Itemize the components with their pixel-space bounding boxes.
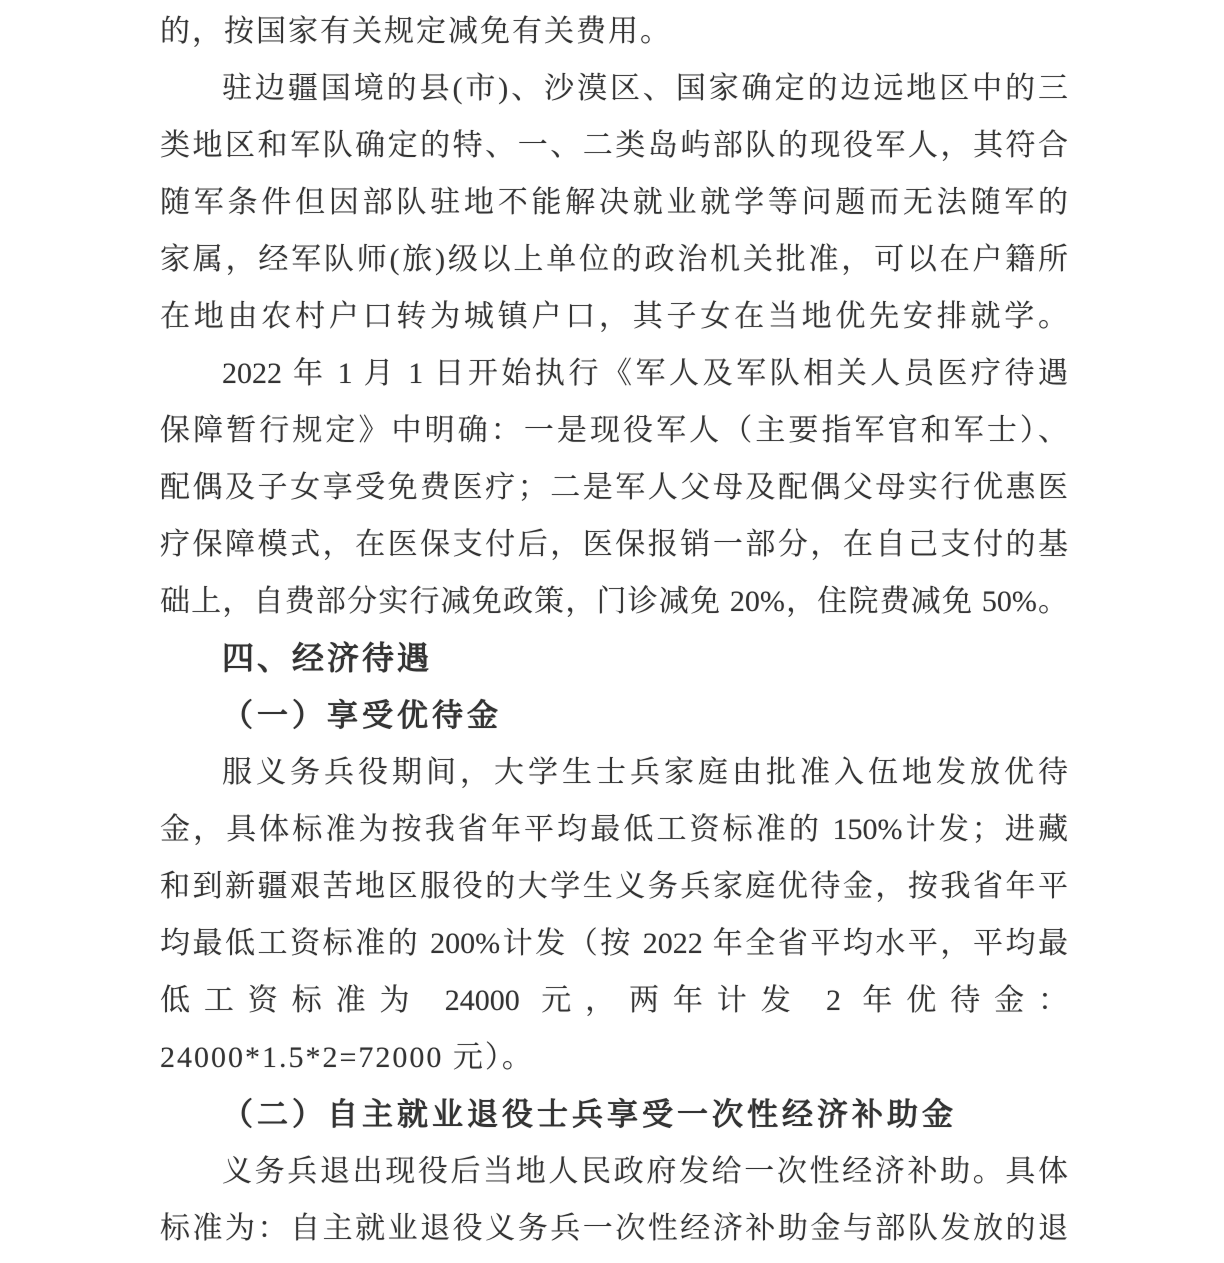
text-line: 义务兵退出现役后当地人民政府发给一次性经济补助。具体 — [222, 1155, 1068, 1188]
text-line: 配偶及子女享受免费医疗；二是军人父母及配偶父母实行优惠医 — [160, 471, 1068, 504]
section-heading-economic-benefits: 四、经济待遇 — [222, 640, 433, 676]
text-line: 类地区和军队确定的特、一、二类岛屿部队的现役军人，其符合 — [160, 129, 1068, 162]
text-line: 保障暂行规定》中明确：一是现役军人（主要指军官和军士）、 — [160, 414, 1068, 447]
text-line: 在地由农村户口转为城镇户口，其子女在当地优先安排就学。 — [160, 300, 1068, 333]
text-line: 2022 年 1 月 1 日开始执行《军人及军队相关人员医疗待遇 — [222, 357, 1068, 390]
text-line: 疗保障模式，在医保支付后，医保报销一部分，在自己支付的基 — [160, 528, 1068, 561]
text-line: 驻边疆国境的县(市)、沙漠区、国家确定的边远地区中的三 — [222, 72, 1068, 105]
text-line: 低工资标准为 24000 元，两年计发 2 年优待金： — [160, 984, 1068, 1017]
text-line: 家属，经军队师(旅)级以上单位的政治机关批准，可以在户籍所 — [160, 243, 1068, 276]
text-line: 和到新疆艰苦地区服役的大学生义务兵家庭优待金，按我省年平 — [160, 870, 1068, 903]
text-line: 随军条件但因部队驻地不能解决就业就学等问题而无法随军的 — [160, 186, 1068, 219]
subsection-heading-preferential-payment: （一）享受优待金 — [222, 698, 502, 733]
text-line: 础上，自费部分实行减免政策，门诊减免 20%，住院费减免 50%。 — [160, 585, 1068, 618]
subsection-heading-onetime-subsidy: （二）自主就业退役士兵享受一次性经济补助金 — [222, 1097, 957, 1132]
text-line-formula: 24000*1.5*2=72000 元）。 — [160, 1041, 534, 1074]
text-line: 的，按国家有关规定减免有关费用。 — [160, 15, 672, 48]
text-line: 标准为：自主就业退役义务兵一次性经济补助金与部队发放的退 — [160, 1212, 1068, 1245]
text-line: 金，具体标准为按我省年平均最低工资标准的 150%计发；进藏 — [160, 813, 1068, 846]
text-line: 均最低工资标准的 200%计发（按 2022 年全省平均水平，平均最 — [160, 927, 1068, 960]
text-line: 服义务兵役期间，大学生士兵家庭由批准入伍地发放优待 — [222, 756, 1068, 789]
